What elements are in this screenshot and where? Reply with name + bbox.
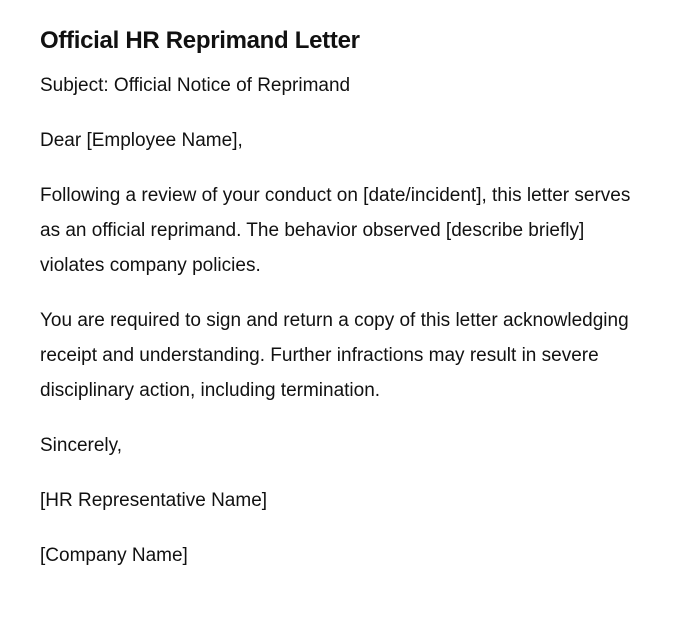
letter-company-name: [Company Name] — [40, 545, 188, 566]
letter-title: Official HR Reprimand Letter — [40, 27, 360, 54]
letter-subject: Subject: Official Notice of Reprimand — [40, 75, 351, 96]
letter-document — [40, 24, 640, 593]
letter-paragraph-1: Following a review of your conduct on [date/incident], this letter serves as an official reprimand. The behavior observed [describe briefly] violates company policies. — [40, 185, 631, 276]
letter-paragraph-2: You are required to sign and return a copy of this letter acknowledging receipt and understanding. Further infractions may result in severe disciplinary action, including termination. — [40, 310, 629, 401]
letter-closing: Sincerely, — [40, 435, 123, 456]
letter-signer-name: [HR Representative Name] — [40, 490, 268, 511]
letter-salutation: Dear [Employee Name], — [40, 130, 243, 151]
